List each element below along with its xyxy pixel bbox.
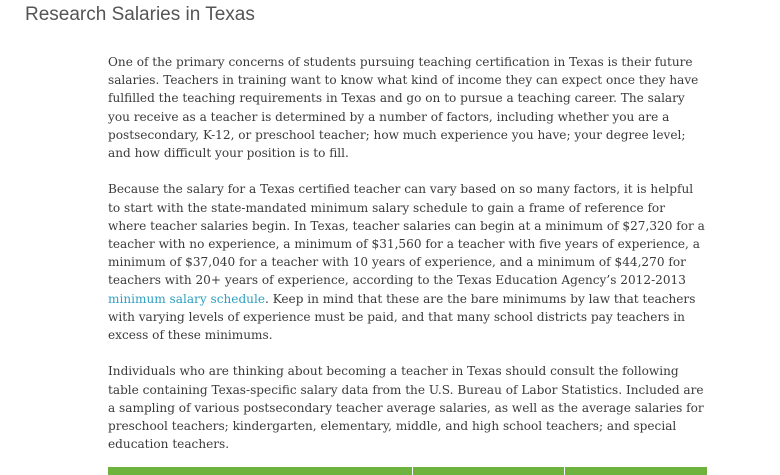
salary-schedule-paragraph	[108, 180, 708, 344]
salary-schedule-text-continued: . Keep in mind that these are the bare minimums by law that teachers with varying levels of experience must be paid, and that many school districts pay teachers in excess of these minimums.	[108, 291, 696, 343]
salary-table-header-cell	[108, 467, 412, 475]
article-body	[108, 53, 708, 472]
salary-table-header	[108, 467, 707, 475]
page-title: Research Salaries in Texas	[25, 4, 255, 25]
salary-table-header-cell	[564, 467, 707, 475]
intro-paragraph: One of the primary concerns of students pursuing teaching certification in Texas is their future salaries. Teachers in training want to know what kind of income they can expect once they have fulfilled the teaching requirements in Texas and go on to pursue a teaching career. The salary you receive as a teacher is determined by a number of factors, including whether you are a postsecondary, K-12, or preschool teacher; how much experience you have; your degree level; and how difficult your position is to fill.	[108, 55, 699, 161]
salary-schedule-text: Because the salary for a Texas certified teacher can vary based on so many factors, it is helpful to start with the state-mandated minimum salary schedule to gain a frame of reference for where teacher salaries begin. In Texas, teacher salaries can begin at a minimum of $27,320 for a teacher with no experience, a minimum of $31,560 for a teacher with five years of experience, a minimum of $37,040 for a teacher with 10 years of experience, and a minimum of $44,270 for teachers with 20+ years of experience, according to the Texas Education Agency’s 2012-2013	[108, 182, 705, 288]
minimum-salary-schedule-link[interactable]: minimum salary schedule	[108, 291, 265, 306]
salary-table-header-cell	[412, 467, 564, 475]
bls-table-intro-paragraph: Individuals who are thinking about becoming a teacher in Texas should consult the following table containing Texas-specific salary data from the U.S. Bureau of Labor Statistics. Included are a sampling of various postsecondary teacher average salaries, as well as the average salaries for preschool teachers; kindergarten, elementary, middle, and high school teachers; and special education teachers.	[108, 364, 704, 452]
